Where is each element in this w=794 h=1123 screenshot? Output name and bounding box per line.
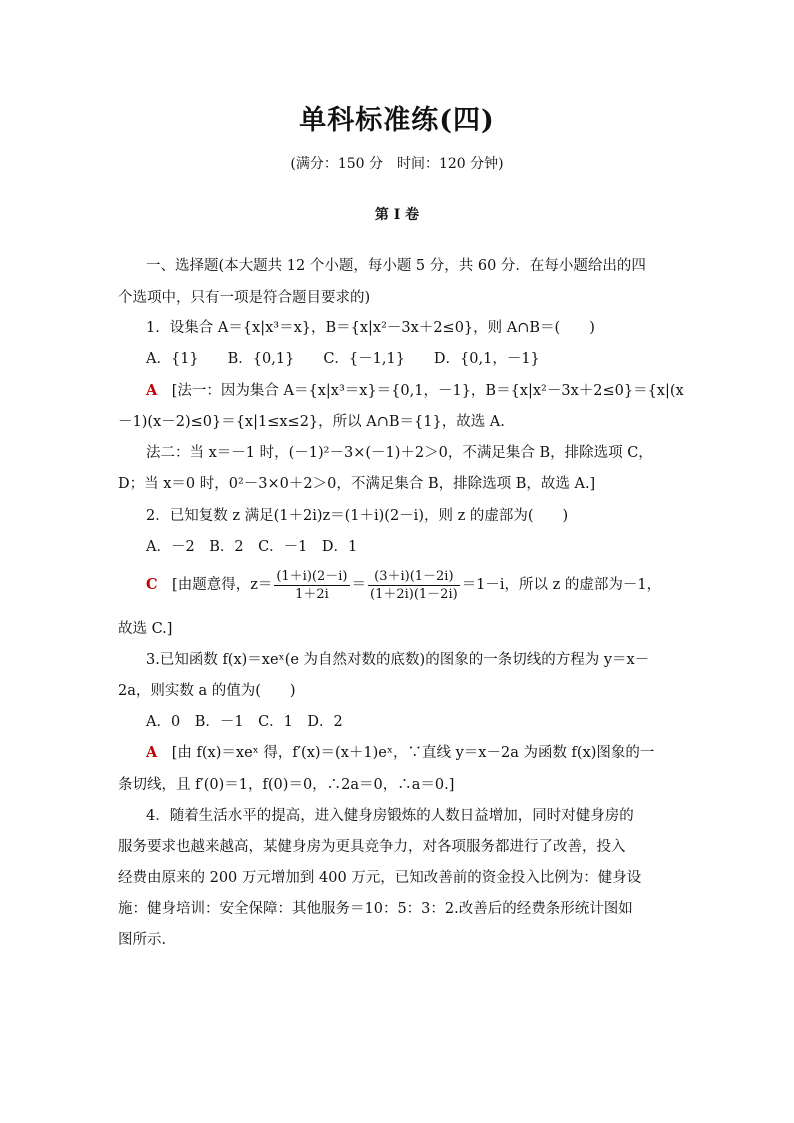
answer-letter: C — [146, 576, 158, 593]
answer-1-line — [146, 381, 684, 401]
question-4: 经费由原来的 200 万元增加到 400 万元，已知改善前的资金投入比例为：健身设 — [118, 870, 642, 886]
answer-1-line: －1)(x－2)≤0}＝{x|1≤x≤2}，所以 A∩B＝{1}，故选 A. — [118, 414, 505, 430]
fraction-2 — [368, 569, 460, 602]
answer-2-line — [146, 566, 661, 604]
fraction-1 — [274, 569, 349, 602]
question-4: 图所示. — [118, 932, 167, 948]
answer-letter: A — [146, 382, 158, 399]
fraction-2-denominator: (1＋2i)(1－2i) — [370, 586, 458, 602]
answer-3-line: A [由 f(x)＝xeˣ 得，f′(x)＝(x＋1)eˣ，∵直线 y＝x－2a 为函数 f(x)图象的一 — [146, 744, 655, 761]
question-1-options: A．{1} B．{0,1} C．{－1,1} D．{0,1，－1} — [146, 351, 540, 367]
question-4: 服务要求也越来越高，某健身房为更具竞争力，对各项服务都进行了改善，投入 — [118, 839, 626, 855]
answer-2-lead: C [由题意得，z＝ — [146, 576, 273, 593]
question-3-options: A．0 B．－1 C．1 D．2 — [146, 714, 343, 730]
answer-2-end: 故选 C.] — [118, 621, 173, 637]
question-2: 2．已知复数 z 满足(1＋2i)z＝(1＋i)(2－i)，则 z 的虚部为( ) — [146, 508, 569, 524]
fraction-1-denominator: 1＋2i — [295, 586, 329, 602]
answer-3-line: 条切线，且 f′(0)＝1，f(0)＝0，∴2a＝0，∴a＝0.] — [118, 777, 455, 793]
answer-1-alt: 法二：当 x＝－1 时，(－1)²－3×(－1)＋2＞0，不满足集合 B，排除选项 C， — [146, 445, 653, 461]
page-title: 单科标准练(四) — [299, 105, 495, 136]
question-1: 1．设集合 A＝{x|x³＝x}，B＝{x|x²－3x＋2≤0}，则 A∩B＝( ) — [146, 320, 595, 336]
question-4: 施：健身培训：安全保障：其他服务＝10：5：3：2.改善后的经费条形统计图如 — [118, 901, 633, 917]
answer-1-alt: D；当 x＝0 时，0²－3×0＋2＞0，不满足集合 B，排除选项 B，故选 A.] — [118, 476, 596, 492]
answer-text: [法一：因为集合 A＝{x|x³＝x}＝{0,1，－1}，B＝{x|x²－3x＋2≤0}＝{x|(x — [157, 383, 684, 399]
fraction-2-numerator: (3＋i)(1－2i) — [368, 569, 460, 586]
instruction-line: 一、选择题(本大题共 12 个小题，每小题 5 分，共 60 分．在每小题给出的四 — [146, 258, 646, 274]
equals-sign: ＝ — [351, 577, 366, 593]
question-2-options: A．－2 B．2 C．－1 D．1 — [146, 539, 358, 555]
question-3: 2a，则实数 a 的值为( ) — [118, 683, 296, 699]
answer-2-tail: ＝1－i，所以 z 的虚部为－1， — [461, 577, 662, 593]
section-heading: 第 I 卷 — [374, 207, 420, 223]
instruction-line: 个选项中，只有一项是符合题目要求的) — [118, 290, 371, 306]
exam-meta: (满分：150 分 时间：120 分钟) — [290, 156, 504, 172]
question-4: 4．随着生活水平的提高，进入健身房锻炼的人数日益增加，同时对健身房的 — [146, 808, 634, 824]
question-3: 3.已知函数 f(x)＝xeˣ(e 为自然对数的底数)的图象的一条切线的方程为 y＝x－ — [146, 652, 650, 668]
fraction-1-numerator: (1＋i)(2－i) — [276, 568, 348, 584]
answer-letter: A — [146, 744, 158, 761]
